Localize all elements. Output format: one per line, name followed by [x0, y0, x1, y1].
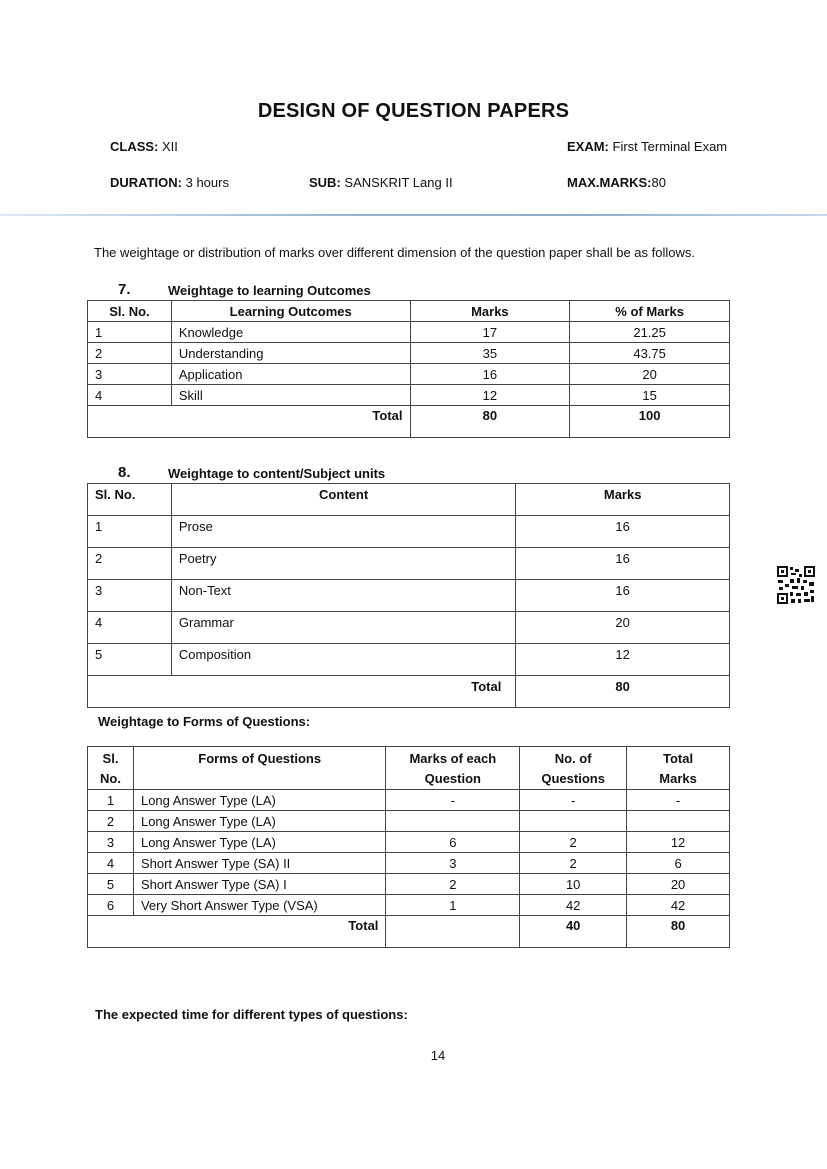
exam-label: EXAM:	[567, 139, 609, 154]
table-cell: -	[627, 790, 730, 811]
table-cell: Understanding	[171, 343, 410, 364]
table-cell: 15	[570, 385, 730, 406]
max-marks-label: MAX.MARKS:	[567, 175, 652, 190]
header-line: Sl.	[102, 751, 119, 766]
forms-of-questions-table	[87, 746, 730, 948]
table-row	[88, 516, 730, 548]
table-cell: 1	[88, 322, 172, 343]
header-line: Total	[663, 751, 694, 766]
table-cell: 3	[88, 364, 172, 385]
table-cell: Non-Text	[171, 580, 515, 612]
header-line: No.	[100, 771, 121, 786]
table-cell: -	[386, 790, 520, 811]
max-marks-value: 80	[651, 175, 666, 190]
table-cell: 21.25	[570, 322, 730, 343]
table-cell: Grammar	[171, 612, 515, 644]
table-cell: Application	[171, 364, 410, 385]
table-cell: 5	[88, 644, 172, 676]
header-cell	[88, 747, 134, 790]
page-title: DESIGN OF QUESTION PAPERS	[257, 100, 570, 122]
table-cell: 17	[410, 322, 570, 343]
table-cell: 1	[386, 895, 520, 916]
expected-time-heading: The expected time for different types of questions:	[95, 1007, 408, 1022]
subject-label: SUB:	[309, 175, 341, 190]
header-line: Questions	[541, 771, 605, 786]
max-marks-info	[567, 175, 666, 190]
total-row	[88, 916, 730, 948]
total-questions: 40	[520, 916, 627, 948]
subject-info	[309, 175, 453, 190]
header-line: No. of	[554, 751, 592, 766]
table-row	[88, 832, 730, 853]
header-line: Marks	[659, 771, 697, 786]
table-cell: 16	[516, 580, 730, 612]
table-cell: 6	[88, 895, 134, 916]
table-row	[88, 895, 730, 916]
table-cell: Short Answer Type (SA) I	[133, 874, 385, 895]
section-7-heading	[118, 281, 131, 299]
class-value: XII	[162, 139, 178, 154]
table-row	[88, 343, 730, 364]
table-header-row	[88, 301, 730, 322]
table-cell: 35	[410, 343, 570, 364]
header-cell: Forms of Questions	[133, 747, 385, 790]
total-percent: 100	[570, 406, 730, 438]
class-label: CLASS:	[110, 139, 159, 154]
header-cell	[520, 747, 627, 790]
exam-value: First Terminal Exam	[612, 139, 728, 154]
table-cell: 5	[88, 874, 134, 895]
section-7-title: Weightage to learning Outcomes	[168, 283, 371, 298]
table-header-row	[88, 484, 730, 516]
header-cell	[386, 747, 520, 790]
table-cell: 12	[627, 832, 730, 853]
table-cell: Prose	[171, 516, 515, 548]
subject-value: SANSKRIT Lang II	[344, 175, 453, 190]
table-row	[88, 385, 730, 406]
table-cell: 2	[520, 832, 627, 853]
table-cell: Long Answer Type (LA)	[133, 811, 385, 832]
total-row	[88, 406, 730, 438]
table-row	[88, 364, 730, 385]
duration-info	[110, 175, 229, 190]
header-line: Question	[424, 771, 481, 786]
table-cell	[627, 811, 730, 832]
table-row	[88, 644, 730, 676]
table-cell: -	[520, 790, 627, 811]
table-cell: Long Answer Type (LA)	[133, 790, 385, 811]
page-number: 14	[430, 1048, 446, 1063]
table-cell: 16	[516, 548, 730, 580]
table-cell: 2	[520, 853, 627, 874]
table-cell: Very Short Answer Type (VSA)	[133, 895, 385, 916]
class-info	[110, 139, 178, 154]
total-cell	[386, 916, 520, 948]
table-row	[88, 874, 730, 895]
header-line: Marks of each	[409, 751, 497, 766]
table-cell: 4	[88, 385, 172, 406]
header-cell: Learning Outcomes	[171, 301, 410, 322]
table-cell: 16	[516, 516, 730, 548]
table-cell: Short Answer Type (SA) II	[133, 853, 385, 874]
table-cell: 2	[88, 548, 172, 580]
table-cell: 6	[386, 832, 520, 853]
table-row	[88, 612, 730, 644]
total-label: Total	[88, 676, 516, 708]
table-cell: 12	[410, 385, 570, 406]
table-cell: 6	[627, 853, 730, 874]
table-cell: 20	[570, 364, 730, 385]
learning-outcomes-table	[87, 300, 730, 438]
header-cell: Marks	[410, 301, 570, 322]
duration-label: DURATION:	[110, 175, 182, 190]
table-cell: Composition	[171, 644, 515, 676]
table-cell: 43.75	[570, 343, 730, 364]
table-cell: 42	[627, 895, 730, 916]
table-cell: 20	[516, 612, 730, 644]
table-row	[88, 853, 730, 874]
table-cell: Long Answer Type (LA)	[133, 832, 385, 853]
table-cell: 2	[88, 343, 172, 364]
section-8-title: Weightage to content/Subject units	[168, 466, 386, 481]
exam-info	[567, 139, 727, 154]
table-cell: 1	[88, 516, 172, 548]
header-cell: Sl. No.	[88, 484, 172, 516]
header-cell: Content	[171, 484, 515, 516]
table-cell: 10	[520, 874, 627, 895]
total-label: Total	[88, 916, 386, 948]
section-9-title: Weightage to Forms of Questions:	[98, 714, 311, 729]
table-cell: 3	[386, 853, 520, 874]
total-label: Total	[88, 406, 411, 438]
table-cell: 3	[88, 832, 134, 853]
table-cell: Poetry	[171, 548, 515, 580]
section-7-number: 7.	[118, 281, 131, 298]
table-cell	[520, 811, 627, 832]
duration-value: 3 hours	[185, 175, 229, 190]
table-header-row	[88, 747, 730, 790]
total-marks: 80	[410, 406, 570, 438]
header-cell: Marks	[516, 484, 730, 516]
table-cell: 2	[386, 874, 520, 895]
header-divider	[0, 214, 827, 216]
table-cell	[386, 811, 520, 832]
total-marks: 80	[516, 676, 730, 708]
content-units-table	[87, 483, 730, 708]
table-cell: Skill	[171, 385, 410, 406]
qr-code-icon	[776, 565, 816, 605]
table-cell: 3	[88, 580, 172, 612]
header-cell	[627, 747, 730, 790]
table-row	[88, 548, 730, 580]
table-cell: 16	[410, 364, 570, 385]
intro-text: The weightage or distribution of marks over different dimension of the question paper shall be as follows.	[94, 245, 695, 260]
section-8-heading	[118, 464, 131, 482]
table-cell: 2	[88, 811, 134, 832]
total-marks: 80	[627, 916, 730, 948]
table-row	[88, 580, 730, 612]
table-row	[88, 790, 730, 811]
total-row	[88, 676, 730, 708]
table-cell: Knowledge	[171, 322, 410, 343]
table-cell: 20	[627, 874, 730, 895]
table-cell: 42	[520, 895, 627, 916]
header-cell: % of Marks	[570, 301, 730, 322]
table-row	[88, 322, 730, 343]
table-cell: 1	[88, 790, 134, 811]
table-row	[88, 811, 730, 832]
section-8-number: 8.	[118, 464, 131, 481]
table-cell: 4	[88, 853, 134, 874]
table-cell: 12	[516, 644, 730, 676]
table-cell: 4	[88, 612, 172, 644]
header-cell: Sl. No.	[88, 301, 172, 322]
